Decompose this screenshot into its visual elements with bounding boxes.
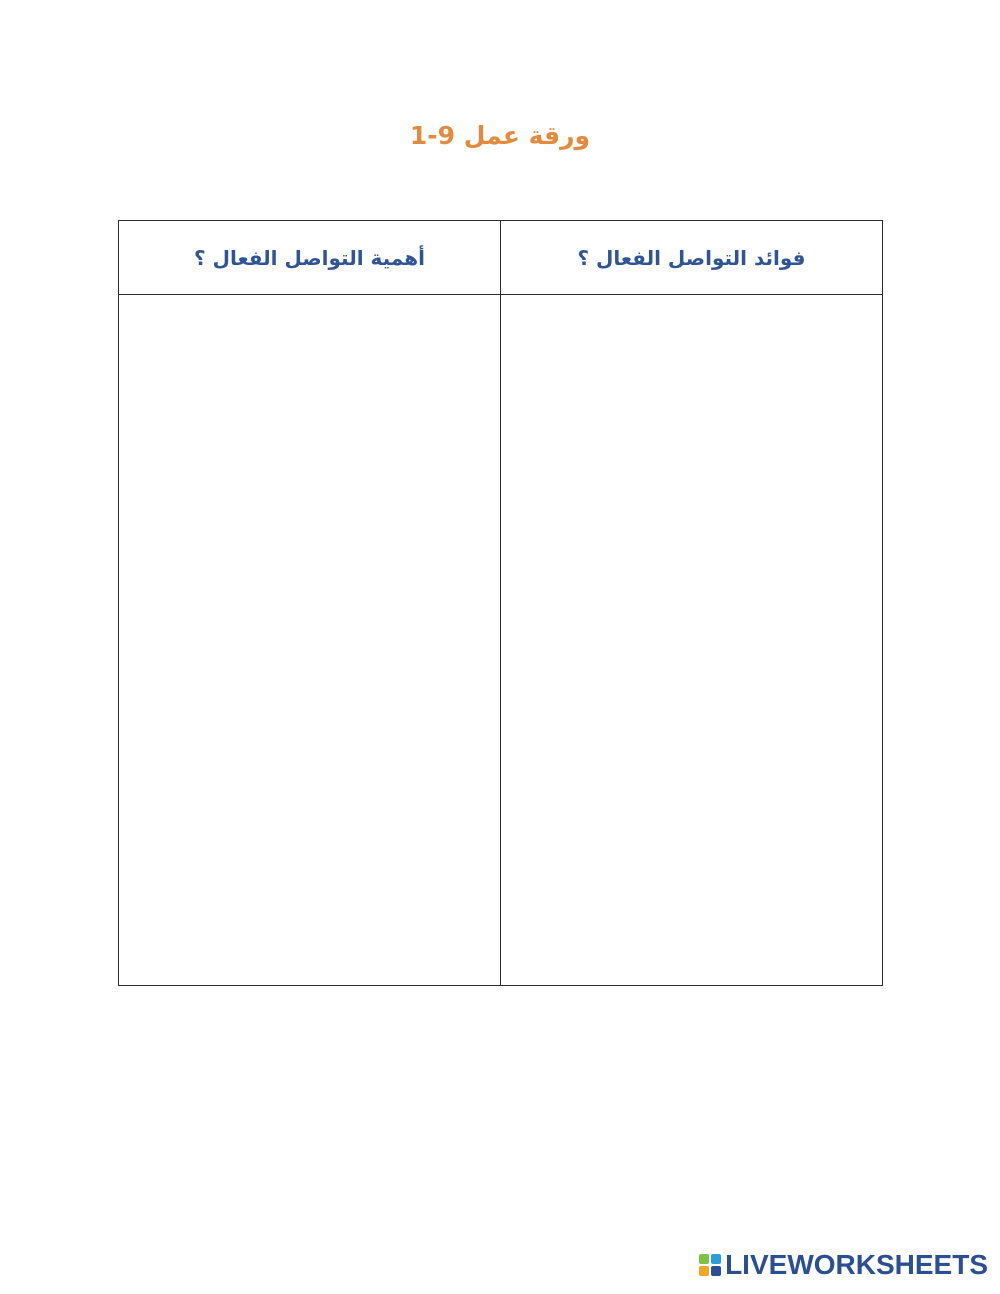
answer-area-benefits[interactable] xyxy=(501,295,883,986)
logo-square-2 xyxy=(711,1254,721,1264)
logo-square-1 xyxy=(699,1254,709,1264)
table-row xyxy=(119,295,883,986)
table-header-row xyxy=(119,221,883,295)
logo-square-3 xyxy=(699,1266,709,1276)
column-header-benefits: فوائد التواصل الفعال ؟ xyxy=(501,221,883,295)
page-title: ورقة عمل 9-1 xyxy=(409,121,591,150)
brand-footer xyxy=(699,1250,988,1280)
brand-name: LIVEWORKSHEETS xyxy=(725,1249,988,1280)
liveworksheets-logo-icon xyxy=(699,1254,721,1276)
answer-area-importance[interactable] xyxy=(119,295,501,986)
worksheet-table xyxy=(118,220,883,986)
logo-square-4 xyxy=(711,1266,721,1276)
column-header-importance: أهمية التواصل الفعال ؟ xyxy=(119,221,501,295)
